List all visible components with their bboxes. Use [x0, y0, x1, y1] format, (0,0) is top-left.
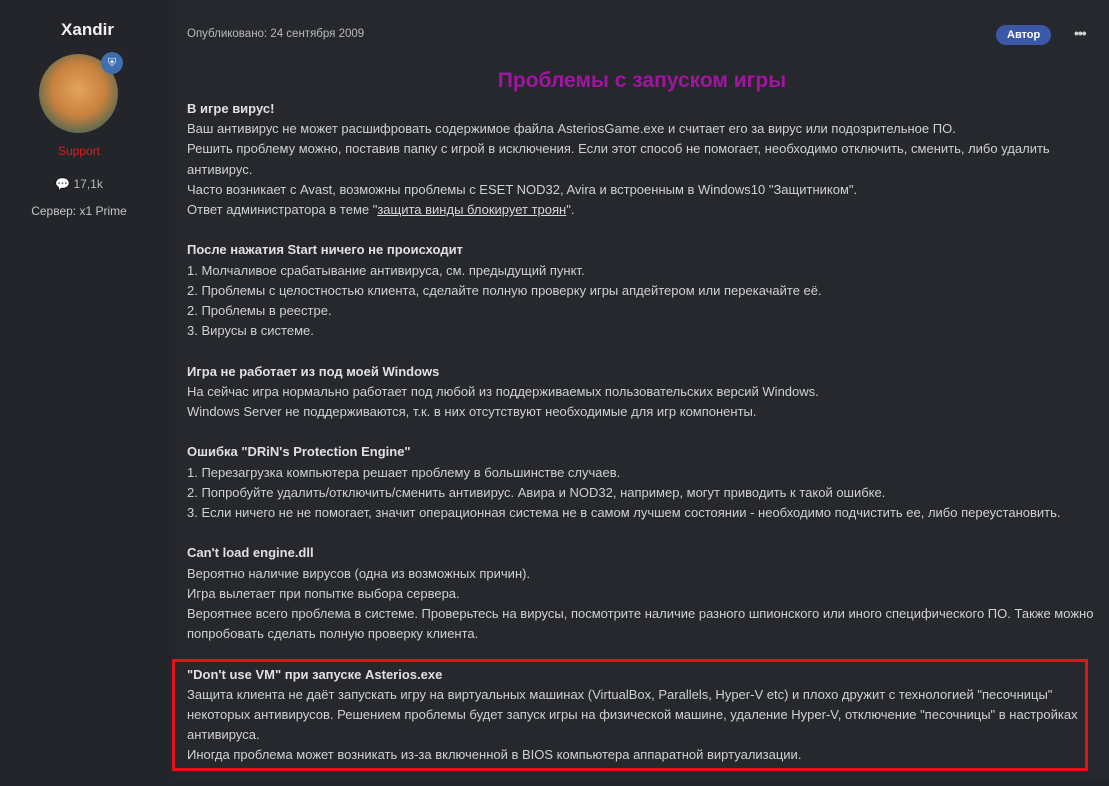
section-line: 3. Вирусы в системе.: [187, 323, 314, 339]
section-heading: В игре вирус!: [187, 101, 275, 116]
post-content: [175, 0, 1109, 780]
section-line: Решить проблему можно, поставив папку с игрой в исключения. Если этот способ не помогает, необходимо отключить, сменить, либо удалить антивирус.: [187, 141, 1050, 177]
section-line: Вероятно наличие вирусов (одна из возможных причин).: [187, 565, 531, 581]
section-line: Ваш антивирус не может расшифровать содержимое файла AsteriosGame.exe и считает его за вирус или подозрительное ПО.: [187, 121, 956, 137]
section-line: 2. Проблемы в реестре.: [187, 303, 332, 319]
link-prefix: Ответ администратора в теме ": [187, 202, 378, 218]
author-badge: Автор: [996, 25, 1051, 45]
shield-icon: ⛨: [101, 52, 123, 74]
section-line: Часто возникает с Avast, возможны проблемы с ESET NOD32, Avira и встроенным в Windows10 "Защитником".: [187, 181, 858, 197]
section-heading: "Don't use VM" при запуске Asterios.exe: [187, 666, 443, 682]
section-heading: Ошибка "DRiN's Protection Engine": [187, 444, 411, 460]
section-line: 2. Проблемы с целостностью клиента, сделайте полную проверку игры апдейтером или перекачайте её.: [187, 282, 822, 298]
section-line: 2. Попробуйте удалить/отключить/сменить антивирус. Авира и NOD32, например, могут приводить к такой ошибке.: [187, 484, 886, 500]
post-section: [187, 362, 1102, 423]
section-line: Windows Server не поддерживаются, т.к. в них отсутствуют необходимые для игр компоненты.: [187, 404, 757, 420]
topic-link[interactable]: защита винды блокирует троян: [377, 202, 567, 218]
post-section: [187, 442, 1102, 523]
section-heading: После нажатия Start ничего не происходит: [187, 242, 463, 258]
post-section: [187, 543, 1102, 644]
section-heading: Can't load engine.dll: [187, 545, 314, 561]
section-line: 1. Перезагрузка компьютера решает проблему в большинстве случаев.: [187, 464, 621, 480]
section-line: Иногда проблема может возникать из-за включенной в BIOS компьютера аппаратной виртуализации.: [187, 747, 802, 763]
author-server: Сервер: x1 Prime: [31, 204, 127, 218]
section-line: На сейчас игра нормально работает под любой из поддерживаемых пользовательских версий Windows.: [187, 383, 819, 399]
post-count-value: 17,1k: [73, 177, 103, 191]
comment-icon: 💬: [55, 177, 71, 191]
more-options-icon[interactable]: •••: [1074, 25, 1086, 41]
section-line: 1. Молчаливое срабатывание антивируса, см. предыдущий пункт.: [187, 262, 585, 278]
highlight-box: [172, 659, 1088, 771]
link-suffix: ".: [566, 202, 575, 218]
post-title: Проблемы с запуском игры: [497, 69, 787, 92]
author-role: Support: [57, 144, 101, 158]
post-section: [187, 240, 1102, 341]
post-section: [187, 99, 1102, 220]
post-date: Опубликовано: 24 сентября 2009: [187, 28, 365, 40]
section-line: Защита клиента не даёт запускать игру на виртуальных машинах (VirtualBox, Parallels, Hyper-V etc) и плохо дружит с технологией "песочницы" некоторых антивирусов. Решением проблемы будет запуск игры на физической машине, удаление Hyper-V, отключение "песочницы" в настройках антивируса.: [187, 686, 1078, 743]
post-count: [0, 177, 158, 191]
section-line: 3. Если ничего не не помогает, значит операционная система не в самом лучшем состоянии - необходимо подчистить ее, либо переустановить.: [187, 505, 1061, 521]
section-line: Вероятнее всего проблема в системе. Проверьтесь на вирусы, посмотрите наличие разного шпионского или иного специфического ПО. Также можно попробовать сделать полную проверку клиента.: [187, 606, 1094, 642]
section-line: Игра вылетает при попытке выбора сервера.: [187, 585, 460, 601]
author-name[interactable]: Xandir: [61, 20, 114, 39]
section-heading: Игра не работает из под моей Windows: [187, 363, 440, 379]
author-sidebar: [0, 0, 175, 780]
